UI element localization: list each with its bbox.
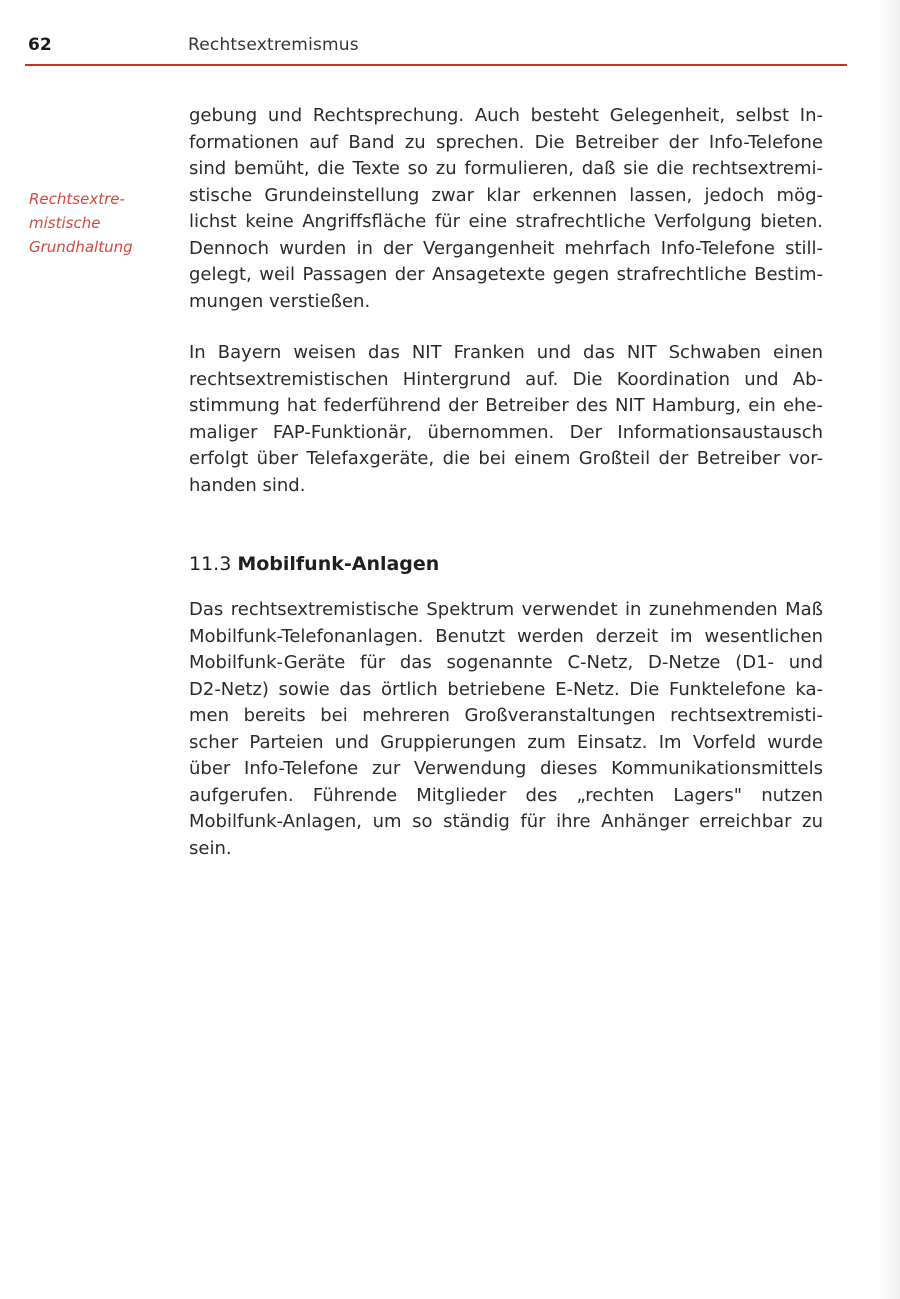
section-number: 11.3 bbox=[189, 553, 232, 575]
margin-note-line: mistische bbox=[29, 214, 101, 232]
text-line: stische Grundeinstellung zwar klar erkennen lassen, jedoch mög- bbox=[189, 184, 823, 206]
paragraph-bayern bbox=[189, 340, 823, 499]
text-line: In Bayern weisen das NIT Franken und das NIT Schwaben einen bbox=[189, 342, 823, 363]
text-line: Das rechtsextremistische Spektrum verwendet in zunehmenden Maß bbox=[189, 599, 823, 620]
text-line: rechtsextremistischen Hintergrund auf. Die Koordination und Ab- bbox=[189, 368, 823, 390]
text-line: sein. bbox=[189, 837, 232, 859]
text-line: stimmung hat federführend der Betreiber des NIT Hamburg, ein ehe- bbox=[189, 395, 823, 416]
text-line: Mobilfunk-Geräte für das sogenannte C-Netz, D-Netze (D1- und bbox=[189, 652, 823, 673]
margin-note-line: Rechtsextre- bbox=[29, 190, 125, 208]
text-line: über Info-Telefone zur Verwendung dieses Kommunikationsmittels bbox=[189, 758, 823, 779]
text-line: D2-Netz) sowie das örtlich betriebene E-Netz. Die Funktelefone ka- bbox=[189, 678, 823, 700]
text-line: handen sind. bbox=[189, 474, 306, 496]
paragraph-info-telefone bbox=[189, 103, 823, 315]
page-number: 62 bbox=[28, 35, 52, 55]
margin-note-line: Grundhaltung bbox=[29, 238, 133, 256]
margin-note bbox=[29, 187, 179, 259]
running-title: Rechtsextremismus bbox=[188, 35, 359, 55]
section-heading bbox=[189, 553, 439, 575]
text-line: aufgerufen. Führende Mitglieder des „rechten Lagers" nutzen bbox=[189, 784, 823, 806]
text-line: maliger FAP-Funktionär, übernommen. Der Informationsaustausch bbox=[189, 421, 823, 443]
text-line: mungen verstießen. bbox=[189, 290, 371, 312]
text-line: lichst keine Angriffsfläche für eine strafrechtliche Verfolgung bieten. bbox=[189, 211, 823, 232]
section-title: Mobilfunk-Anlagen bbox=[237, 553, 440, 575]
text-line: Mobilfunk-Anlagen, um so ständig für ihre Anhänger erreichbar zu bbox=[189, 811, 823, 832]
text-line: gelegt, weil Passagen der Ansagetexte gegen strafrechtliche Bestim- bbox=[189, 264, 823, 285]
paragraph-mobilfunk bbox=[189, 597, 823, 862]
text-line: scher Parteien und Gruppierungen zum Einsatz. Im Vorfeld wurde bbox=[189, 731, 823, 753]
text-line: formationen auf Band zu sprechen. Die Betreiber der Info-Telefone bbox=[189, 131, 823, 153]
text-line: men bereits bei mehreren Großveranstaltungen rechtsextremisti- bbox=[189, 705, 823, 726]
page-header bbox=[25, 30, 847, 66]
text-line: Dennoch wurden in der Vergangenheit mehrfach Info-Telefone still- bbox=[189, 237, 823, 259]
page-edge-shadow bbox=[878, 0, 900, 1299]
text-line: gebung und Rechtsprechung. Auch besteht Gelegenheit, selbst In- bbox=[189, 105, 823, 126]
text-line: sind bemüht, die Texte so zu formulieren, daß sie die rechtsextremi- bbox=[189, 158, 823, 179]
text-line: erfolgt über Telefaxgeräte, die bei einem Großteil der Betreiber vor- bbox=[189, 448, 823, 469]
text-line: Mobilfunk-Telefonanlagen. Benutzt werden derzeit im wesentlichen bbox=[189, 625, 823, 647]
